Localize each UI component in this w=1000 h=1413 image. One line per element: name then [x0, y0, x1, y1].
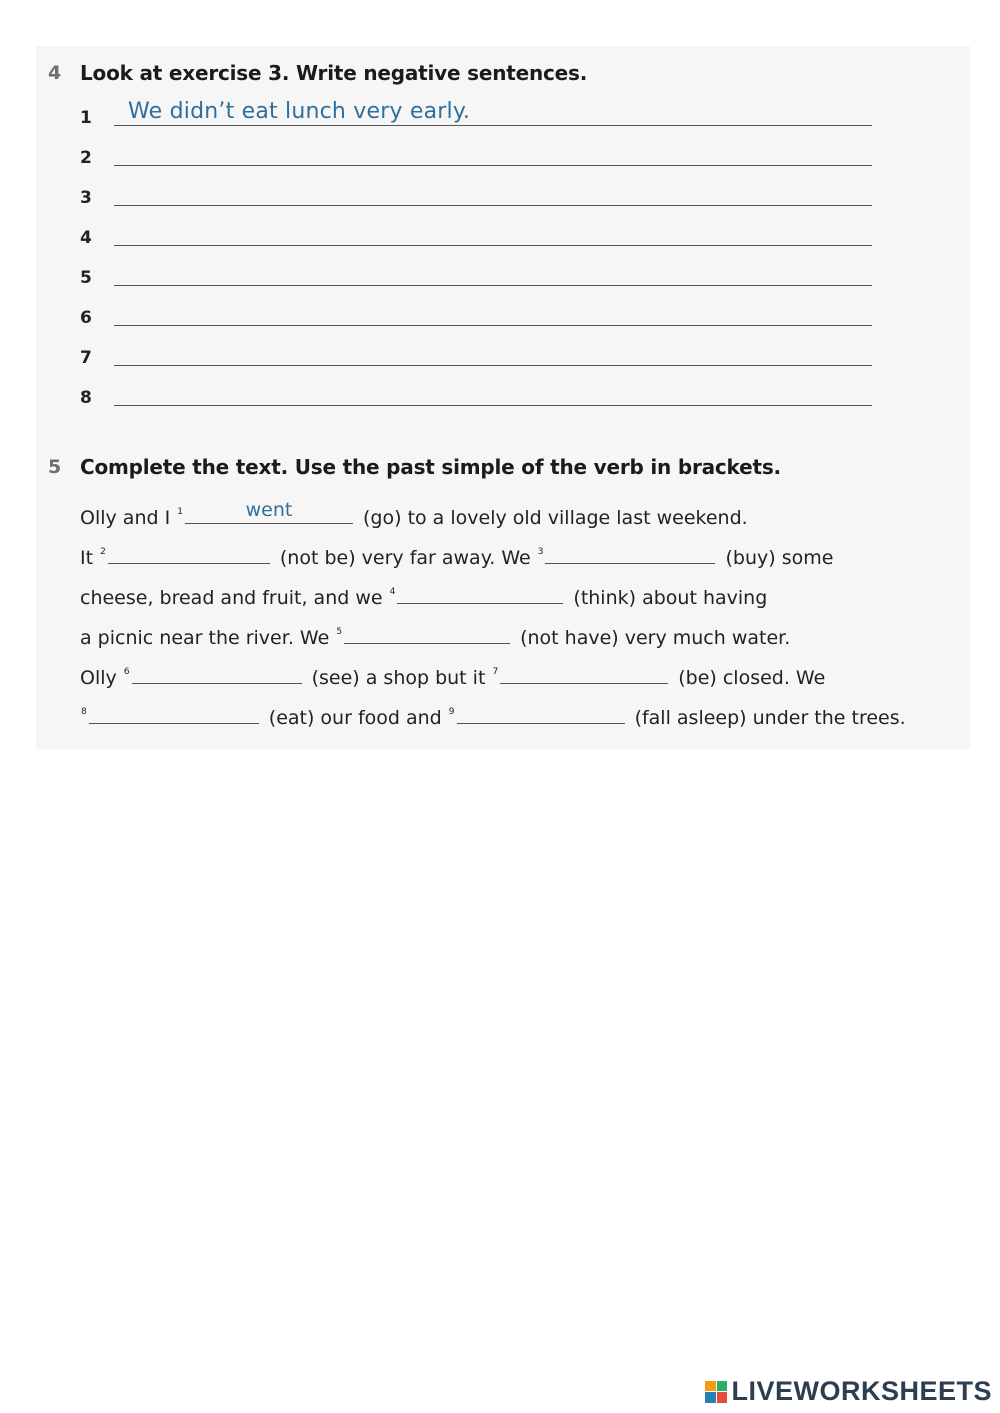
- text-line-4: [80, 623, 790, 649]
- gap-2[interactable]: [108, 543, 270, 564]
- gap-number: 3: [537, 547, 544, 557]
- line-number: 2: [80, 148, 92, 168]
- exercise-5-number: 5: [48, 456, 62, 478]
- text-segment: (go) to a lovely old village last weekend.: [363, 507, 748, 529]
- gap-9[interactable]: [457, 703, 625, 724]
- answer-line-2[interactable]: [80, 132, 872, 168]
- answer-rule: [114, 245, 872, 246]
- text-segment: (see) a shop but it: [311, 667, 486, 689]
- exercise-4-title: Look at exercise 3. Write negative sentences.: [80, 61, 588, 85]
- answer-line-8[interactable]: [80, 372, 872, 408]
- gap-number: 8: [81, 707, 87, 717]
- liveworksheets-brand[interactable]: [705, 1376, 992, 1407]
- answer-rule: [114, 165, 872, 166]
- answer-line-3[interactable]: [80, 172, 872, 208]
- answer-rule: [114, 285, 872, 286]
- answer-line-6[interactable]: [80, 292, 872, 328]
- text-line-3: [80, 583, 767, 609]
- answer-line-7[interactable]: [80, 332, 872, 368]
- text-segment: a picnic near the river. We: [80, 627, 330, 649]
- gap-number: 2: [100, 547, 106, 557]
- gap-8-input[interactable]: [89, 700, 259, 722]
- gap-1-answer: went: [245, 499, 293, 521]
- line-number: 6: [80, 308, 92, 328]
- gap-7[interactable]: [500, 663, 668, 684]
- answer-rule: [114, 125, 872, 126]
- gap-number: 5: [336, 627, 343, 637]
- text-segment: (not be) very far away. We: [279, 547, 531, 569]
- answer-line-4[interactable]: [80, 212, 872, 248]
- text-segment: (not have) very much water.: [520, 627, 791, 649]
- answer-text: We didn’t eat lunch very early.: [128, 99, 471, 124]
- line-number: 7: [80, 348, 92, 368]
- gap-9-input[interactable]: [457, 700, 625, 722]
- gap-1[interactable]: [185, 499, 353, 524]
- text-segment: cheese, bread and fruit, and we: [80, 587, 383, 609]
- text-line-5: [80, 663, 825, 689]
- answer-rule: [114, 365, 872, 366]
- gap-2-input[interactable]: [108, 540, 270, 562]
- answer-line-5[interactable]: [80, 252, 872, 288]
- text-segment: It: [80, 547, 94, 569]
- text-line-2: [80, 543, 833, 569]
- text-segment: (eat) our food and: [268, 707, 442, 729]
- line-number: 5: [80, 268, 92, 288]
- gap-3[interactable]: [545, 543, 715, 564]
- gap-6-input[interactable]: [132, 660, 302, 682]
- text-segment: (fall asleep) under the trees.: [634, 707, 906, 729]
- gap-number: 6: [123, 667, 130, 677]
- text-segment: Olly: [80, 667, 117, 689]
- gap-3-input[interactable]: [545, 540, 715, 562]
- text-segment: Olly and I: [80, 507, 171, 529]
- line-number: 4: [80, 228, 92, 248]
- gap-7-input[interactable]: [500, 660, 668, 682]
- answer-rule: [114, 205, 872, 206]
- line-number: 1: [80, 108, 92, 128]
- gap-number: 1: [177, 507, 183, 517]
- exercise-5-title: Complete the text. Use the past simple of the verb in brackets.: [80, 455, 781, 479]
- answer-rule: [114, 325, 872, 326]
- answer-line-1[interactable]: [80, 92, 872, 128]
- line-number: 8: [80, 388, 92, 408]
- gap-6[interactable]: [132, 663, 302, 684]
- answer-rule: [114, 405, 872, 406]
- gap-5[interactable]: [344, 623, 510, 644]
- text-line-6: [80, 703, 906, 729]
- text-line-1: [80, 499, 748, 529]
- gap-number: 7: [492, 667, 499, 677]
- text-segment: (think) about having: [573, 587, 768, 609]
- gap-8[interactable]: [89, 703, 259, 724]
- line-number: 3: [80, 188, 92, 208]
- brand-text: LIVEWORKSHEETS: [731, 1376, 992, 1406]
- gap-4[interactable]: [397, 583, 563, 604]
- gap-number: 4: [389, 587, 396, 597]
- gap-5-input[interactable]: [344, 620, 510, 642]
- gap-4-input[interactable]: [397, 580, 563, 602]
- exercise-4-number: 4: [48, 62, 62, 84]
- text-segment: (buy) some: [725, 547, 834, 569]
- gap-number: 9: [448, 707, 455, 717]
- text-segment: (be) closed. We: [678, 667, 826, 689]
- liveworksheets-logo-icon: [705, 1381, 727, 1403]
